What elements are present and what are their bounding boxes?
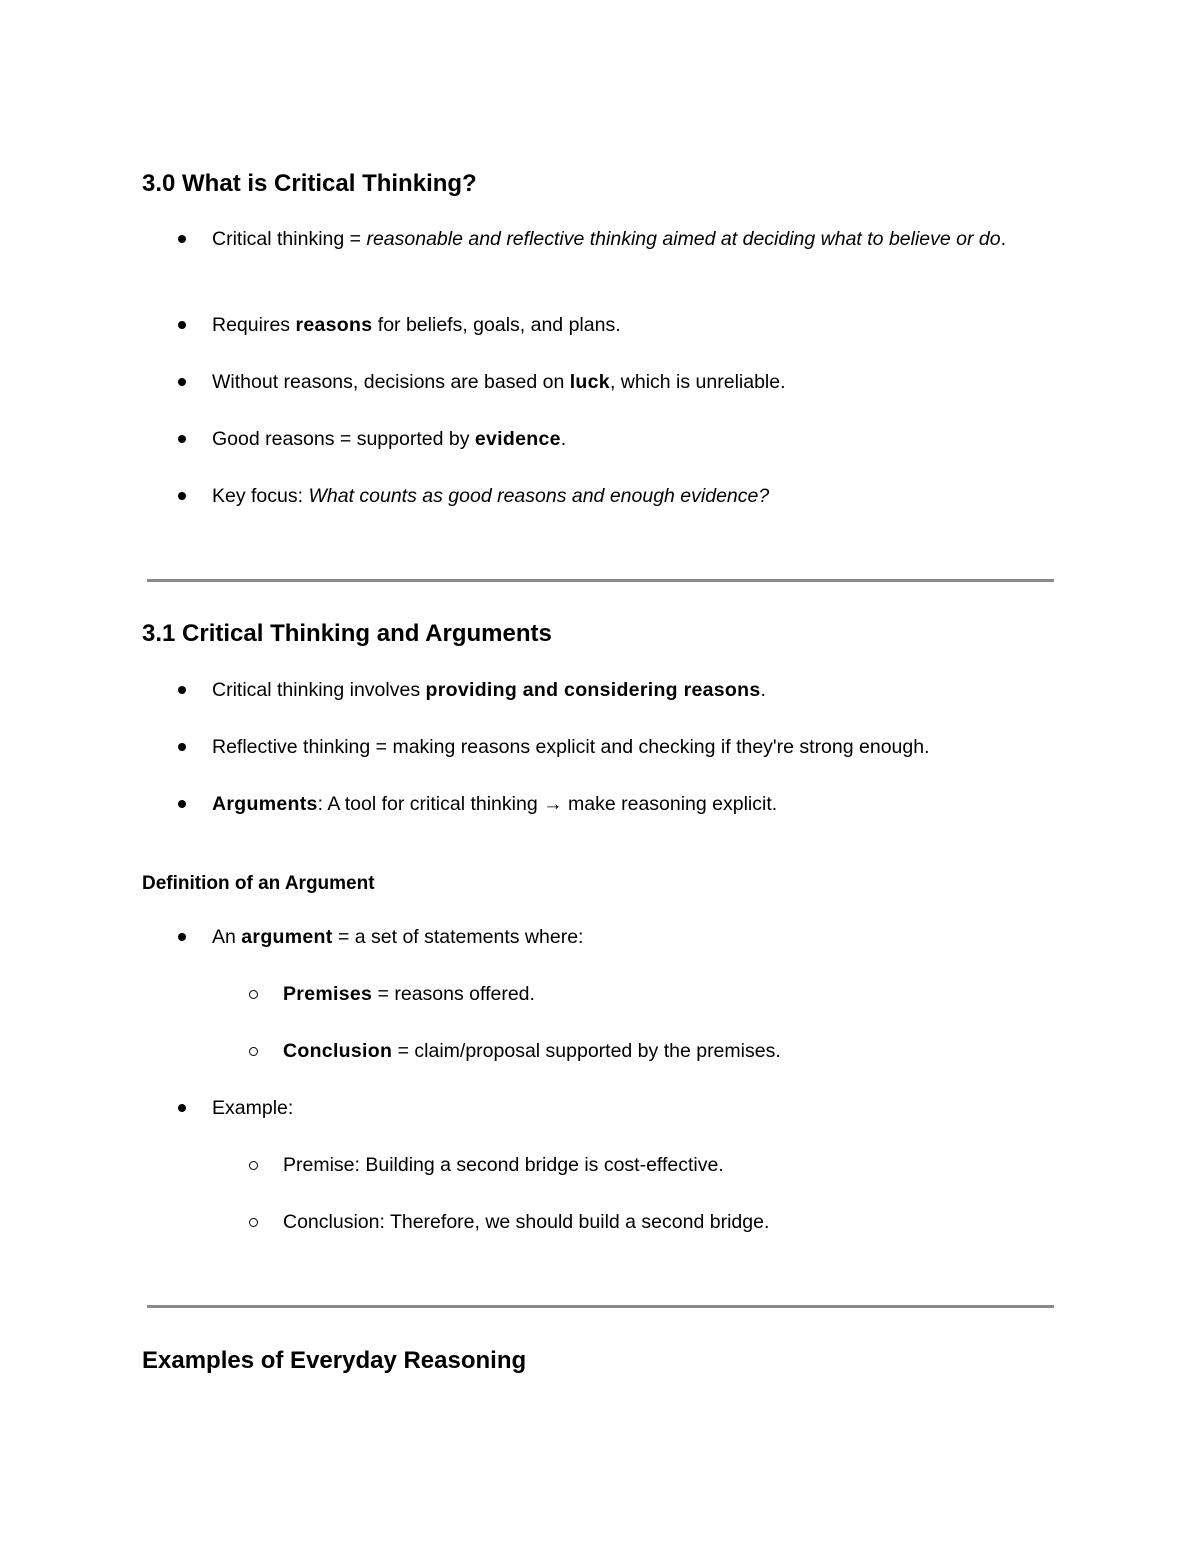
- list-item: Critical thinking = reasonable and reflective thinking aimed at deciding what to believe or do.: [212, 224, 1062, 254]
- hollow-bullet-icon: [249, 1218, 258, 1227]
- sub-list-item: Premise: Building a second bridge is cost-effective.: [283, 1150, 1063, 1180]
- sub-list-item: Conclusion: Therefore, we should build a second bridge.: [283, 1207, 1063, 1237]
- list-item: Requires reasons for beliefs, goals, and plans.: [212, 310, 1062, 340]
- list-item: Without reasons, decisions are based on luck, which is unreliable.: [212, 367, 1062, 397]
- sub-list-item: Conclusion = claim/proposal supported by the premises.: [283, 1036, 1063, 1066]
- bullet-icon: [178, 235, 186, 243]
- bullet-icon: [178, 435, 186, 443]
- bullet-icon: [178, 743, 186, 751]
- bullet-icon: [178, 933, 186, 941]
- list-item: Arguments: A tool for critical thinking → make reasoning explicit.: [212, 789, 1062, 819]
- sub-list-item: Premises = reasons offered.: [283, 979, 1063, 1009]
- bullet-icon: [178, 1104, 186, 1112]
- list-item: Critical thinking involves providing and considering reasons.: [212, 675, 1062, 705]
- list-item: Key focus: What counts as good reasons and enough evidence?: [212, 481, 1062, 511]
- list-item: Example:: [212, 1093, 1062, 1123]
- hollow-bullet-icon: [249, 990, 258, 999]
- section-heading: 3.0 What is Critical Thinking?: [142, 170, 477, 197]
- section-heading: Examples of Everyday Reasoning: [142, 1347, 527, 1374]
- subheading: Definition of an Argument: [142, 873, 375, 894]
- horizontal-divider: [147, 1305, 1054, 1308]
- horizontal-divider: [147, 579, 1054, 582]
- section-heading: 3.1 Critical Thinking and Arguments: [142, 620, 552, 647]
- hollow-bullet-icon: [249, 1047, 258, 1056]
- list-item: Good reasons = supported by evidence.: [212, 424, 1062, 454]
- bullet-icon: [178, 378, 186, 386]
- list-item: An argument = a set of statements where:: [212, 922, 1062, 952]
- bullet-icon: [178, 686, 186, 694]
- list-item: Reflective thinking = making reasons explicit and checking if they're strong enough.: [212, 732, 1062, 762]
- bullet-icon: [178, 800, 186, 808]
- hollow-bullet-icon: [249, 1161, 258, 1170]
- bullet-icon: [178, 321, 186, 329]
- bullet-icon: [178, 492, 186, 500]
